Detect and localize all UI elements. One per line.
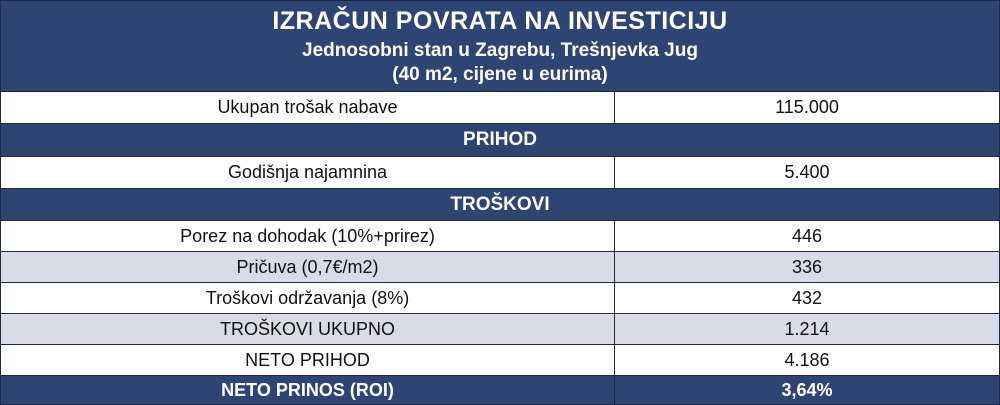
row-label: Godišnja najamnina bbox=[1, 157, 615, 188]
table-row-annual-rent bbox=[1, 157, 999, 189]
table-title: IZRAČUN POVRATA NA INVESTICIJU bbox=[272, 7, 728, 35]
row-value: 115.000 bbox=[775, 97, 839, 117]
row-value: 446 bbox=[791, 225, 823, 246]
table-subtitle-units: (40 m2, cijene u eurima) bbox=[392, 64, 608, 85]
row-value: 3,64% bbox=[781, 379, 833, 400]
section-title: PRIHOD bbox=[463, 129, 537, 150]
table-row-acquisition bbox=[1, 92, 999, 124]
row-label: NETO PRIHOD bbox=[1, 345, 615, 375]
table-header bbox=[1, 1, 999, 92]
table-row-roi bbox=[1, 376, 999, 404]
row-label: TROŠKOVI UKUPNO bbox=[1, 314, 615, 344]
row-label: Ukupan trošak nabave bbox=[1, 92, 615, 123]
row-label: Troškovi održavanja (8%) bbox=[1, 283, 615, 313]
table-row-reserve bbox=[1, 252, 999, 283]
table-row-income-tax bbox=[1, 221, 999, 252]
row-label: Porez na dohodak (10%+prirez) bbox=[1, 221, 615, 251]
section-header-costs bbox=[1, 189, 999, 221]
row-value: 432 bbox=[791, 287, 823, 308]
section-title: TROŠKOVI bbox=[450, 193, 550, 215]
row-label: Pričuva (0,7€/m2) bbox=[1, 252, 615, 282]
row-value: 5.400 bbox=[784, 162, 830, 182]
table-subtitle-property: Jednosobni stan u Zagrebu, Trešnjevka Jug bbox=[302, 40, 698, 61]
row-value: 1.214 bbox=[784, 318, 830, 339]
row-value: 336 bbox=[791, 256, 823, 277]
section-header-income bbox=[1, 124, 999, 157]
table-row-maintenance bbox=[1, 283, 999, 314]
table-row-net-income bbox=[1, 345, 999, 376]
row-value: 4.186 bbox=[784, 349, 830, 370]
row-label: NETO PRINOS (ROI) bbox=[1, 376, 615, 404]
table-row-total-costs bbox=[1, 314, 999, 345]
